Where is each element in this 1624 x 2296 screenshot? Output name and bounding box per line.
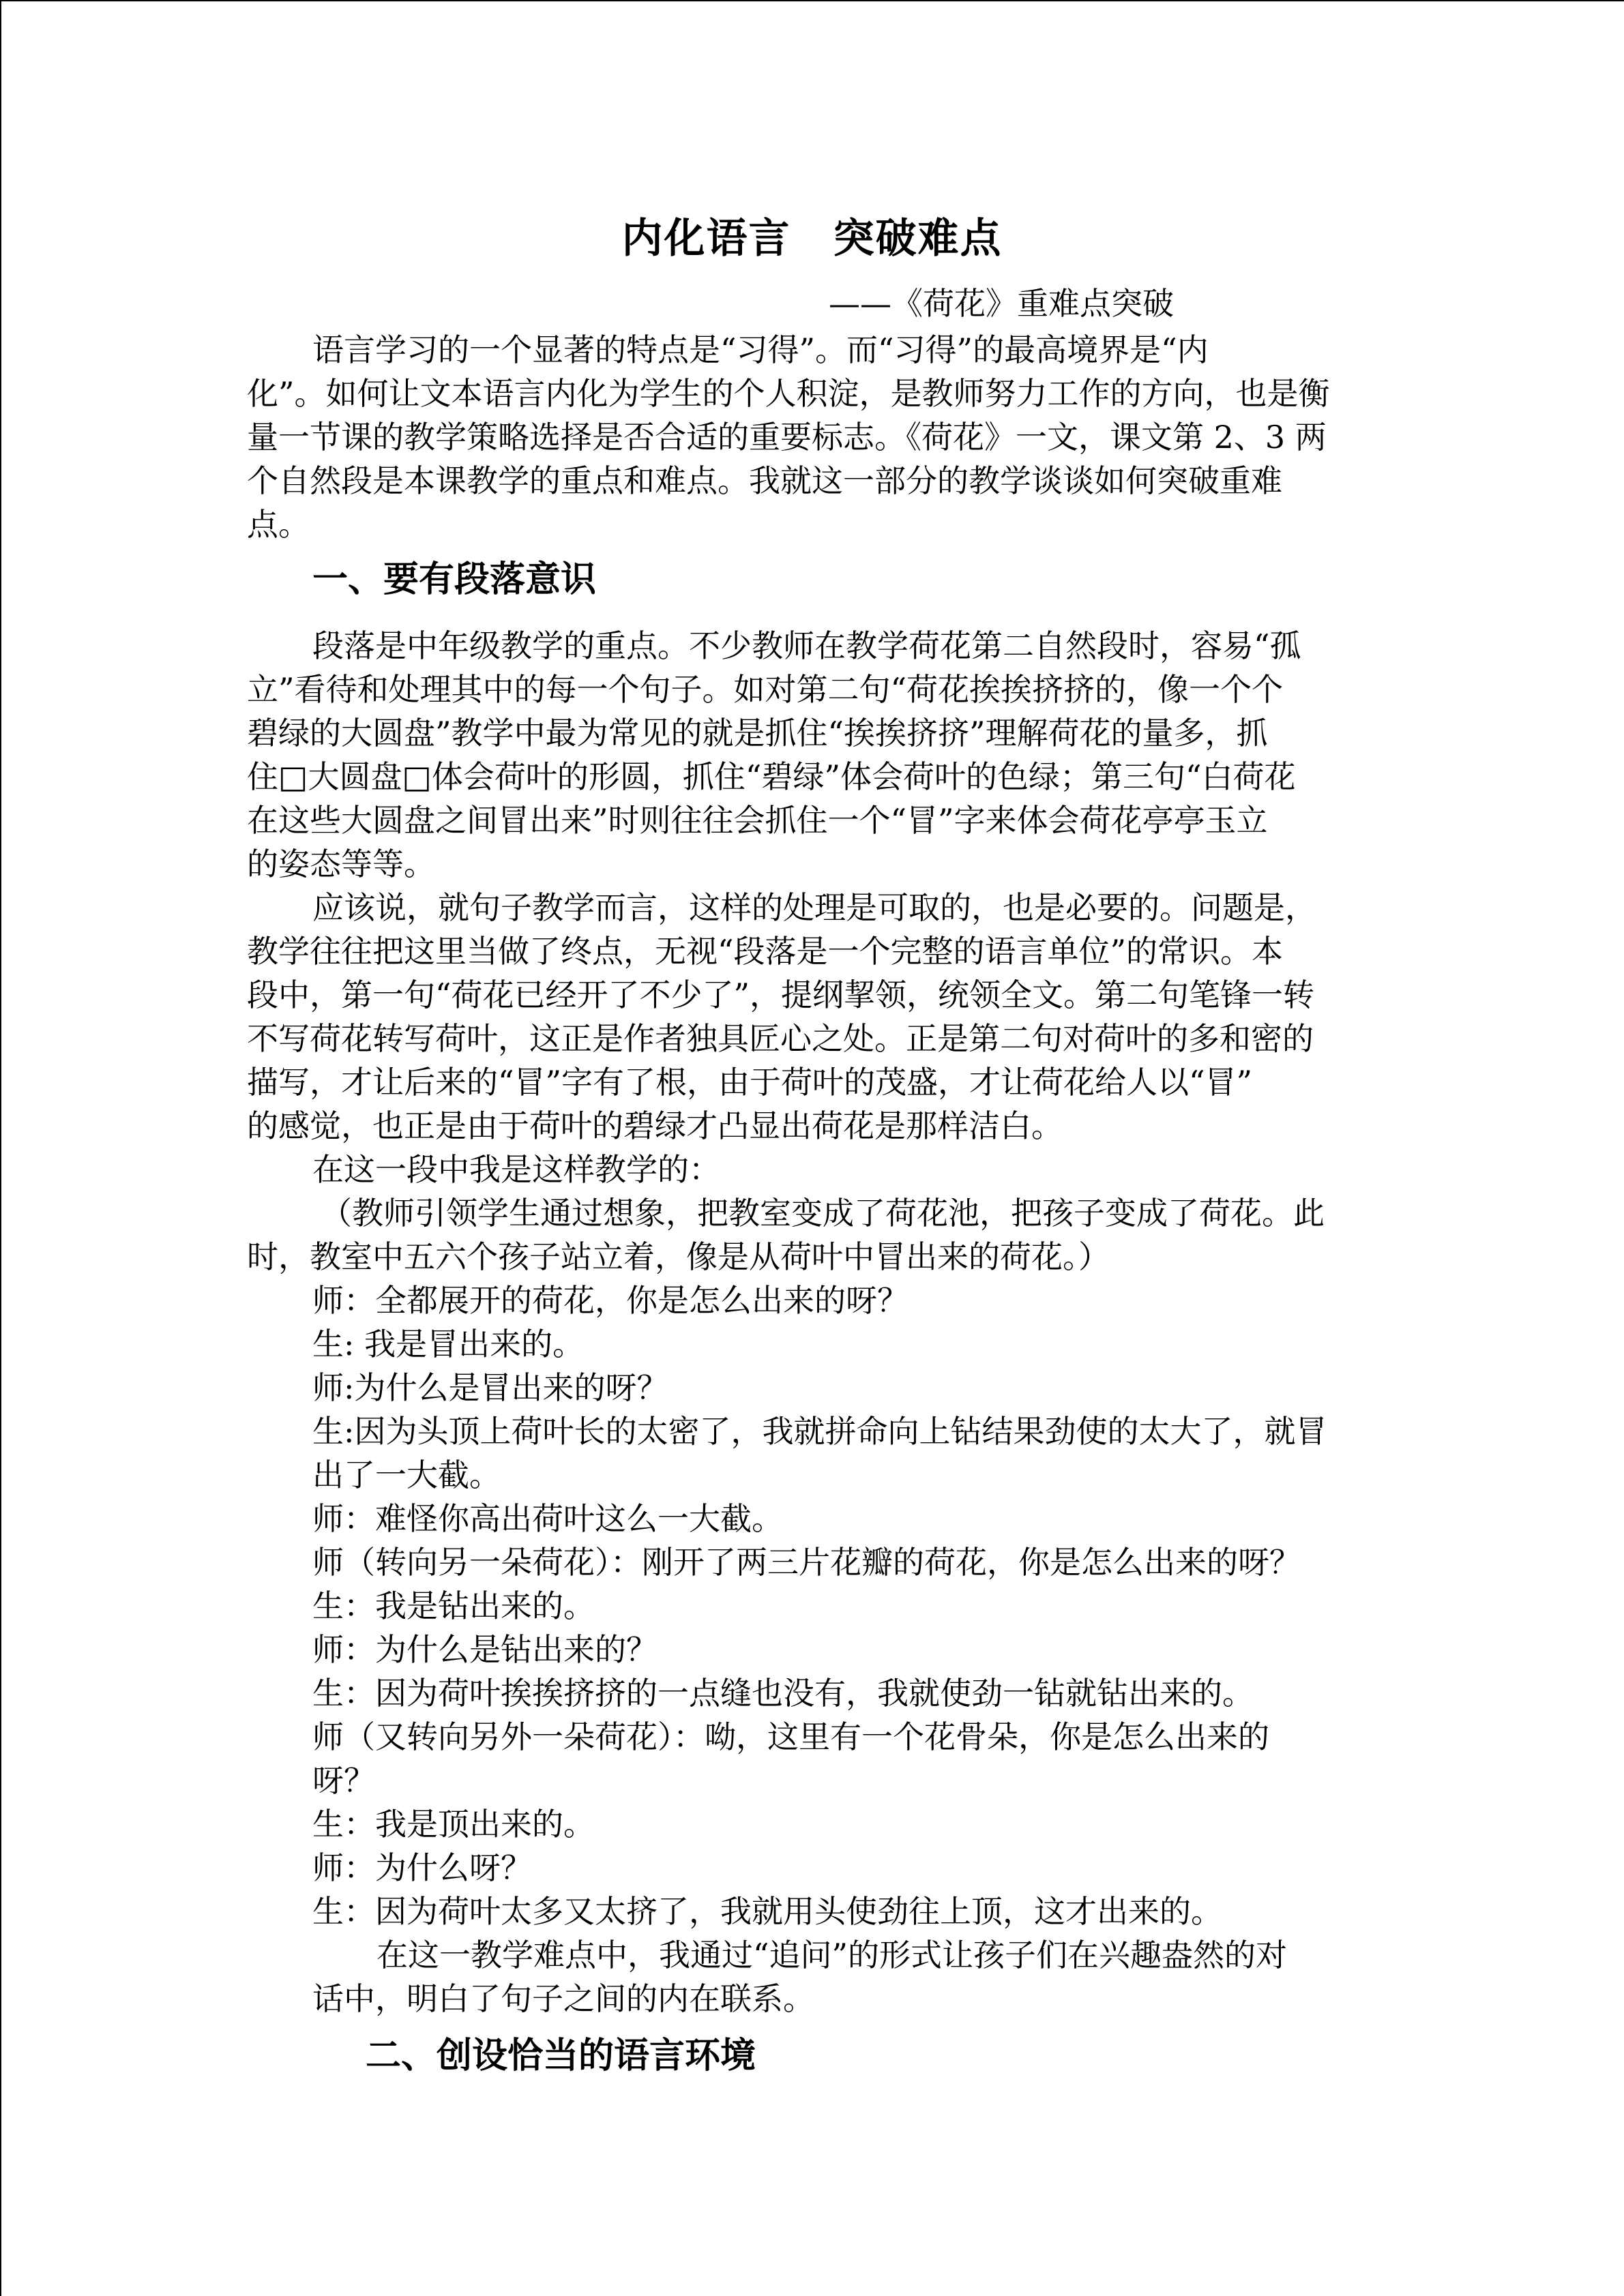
dialogue-line: 生：我是钻出来的。 (312, 1587, 595, 1624)
dialogue-line: 生：我是顶出来的。 (312, 1806, 595, 1843)
dialogue-line: 师（又转向另外一朵荷花）：呦，这里有一个花骨朵，你是怎么出来的 (312, 1718, 1269, 1755)
paragraph-line: 个自然段是本课教学的重点和难点。我就这一部分的教学谈谈如何突破重难 (247, 462, 1282, 499)
paragraph-line: 段中，第一句“荷花已经开了不少了”，提纲挈领，统领全文。第二句笔锋一转 (247, 976, 1315, 1013)
paragraph-line: 应该说，就句子教学而言，这样的处理是可取的，也是必要的。问题是， (312, 889, 1316, 926)
dialogue-line: 呀？ (312, 1762, 375, 1799)
paragraph-line: 量一节课的教学策略选择是否合适的重要标志。《荷花》一文，课文第 2、3 两 (247, 419, 1327, 456)
dialogue-line: 出了一大截。 (312, 1457, 501, 1493)
paragraph-line: 化”。如何让文本语言内化为学生的个人积淀，是教师努力工作的方向，也是衡 (247, 375, 1330, 412)
dialogue-line: 师：为什么是钻出来的？ (312, 1631, 658, 1668)
dialogue-line: 生：因为荷叶太多又太挤了，我就用头使劲往上顶，这才出来的。 (312, 1893, 1222, 1930)
document-title: 内化语言 突破难点 (621, 215, 1003, 263)
paragraph-line: 立”看待和处理其中的每一个句子。如对第二句“荷花挨挨挤挤的，像一个个 (247, 671, 1284, 708)
paragraph-line: 教学往往把这里当做了终点，无视“段落是一个完整的语言单位”的常识。本 (247, 933, 1284, 970)
paragraph-line: 在这些大圆盘之间冒出来”时则往往会抓住一个“冒”字来体会荷花亭亭玉立 (247, 802, 1268, 839)
document-subtitle: ——《荷花》重难点突破 (829, 285, 1174, 322)
dialogue-line: 师：难怪你高出荷叶这么一大截。 (312, 1500, 783, 1537)
paragraph-line: 语言学习的一个显著的特点是“习得”。而“习得”的最高境界是“内 (312, 331, 1209, 368)
paragraph-line: 描写，才让后来的“冒”字有了根，由于荷叶的茂盛，才让荷花给人以“冒” (247, 1064, 1253, 1101)
paragraph-line: 点。 (247, 506, 310, 543)
paragraph-line: 段落是中年级教学的重点。不少教师在教学荷花第二自然段时，容易“孤 (312, 627, 1301, 664)
paragraph-line: 住□大圆盘□体会荷叶的形圆，抓住“碧绿”体会荷叶的色绿；第三句“白荷花 (247, 758, 1296, 795)
dialogue-line: 师:为什么是冒出来的呀？ (312, 1369, 668, 1406)
dialogue-line: 生：因为荷叶挨挨挤挤的一点缝也没有，我就使劲一钻就钻出来的。 (312, 1675, 1254, 1712)
paragraph-line: 的感觉，也正是由于荷叶的碧绿才凸显出荷花是那样洁白。 (247, 1107, 1063, 1144)
paragraph-line: 在这一段中我是这样教学的： (312, 1151, 720, 1188)
paragraph-line: 不写荷花转写荷叶，这正是作者独具匠心之处。正是第二句对荷叶的多和密的 (247, 1020, 1314, 1057)
paragraph-line: 的姿态等等。 (247, 846, 435, 882)
paragraph-line: （教师引领学生通过想象，把教室变成了荷花池，把孩子变成了荷花。此 (321, 1195, 1325, 1232)
dialogue-line: 师：为什么呀？ (312, 1849, 532, 1886)
paragraph-line: 话中，明白了句子之间的内在联系。 (312, 1980, 814, 2017)
dialogue-line: 师：全都展开的荷花，你是怎么出来的呀？ (312, 1282, 909, 1319)
dialogue-line: 师（转向另一朵荷花）：刚开了两三片花瓣的荷花，你是怎么出来的呀？ (312, 1544, 1301, 1581)
section-heading: 一、要有段落意识 (312, 558, 597, 600)
paragraph-line: 碧绿的大圆盘”教学中最为常见的就是抓住“挨挨挤挤”理解荷花的量多，抓 (247, 715, 1268, 751)
paragraph-line: 时，教室中五六个孩子站立着，像是从荷叶中冒出来的荷花。） (247, 1238, 1110, 1275)
section-heading: 二、创设恰当的语言环境 (366, 2035, 756, 2076)
dialogue-line: 生: 我是冒出来的。 (312, 1326, 585, 1362)
paragraph-line: 在这一教学难点中，我通过“追问”的形式让孩子们在兴趣盎然的对 (377, 1937, 1288, 1973)
dialogue-line: 生:因为头顶上荷叶长的太密了，我就拼命向上钻结果劲使的太大了，就冒 (312, 1413, 1327, 1450)
